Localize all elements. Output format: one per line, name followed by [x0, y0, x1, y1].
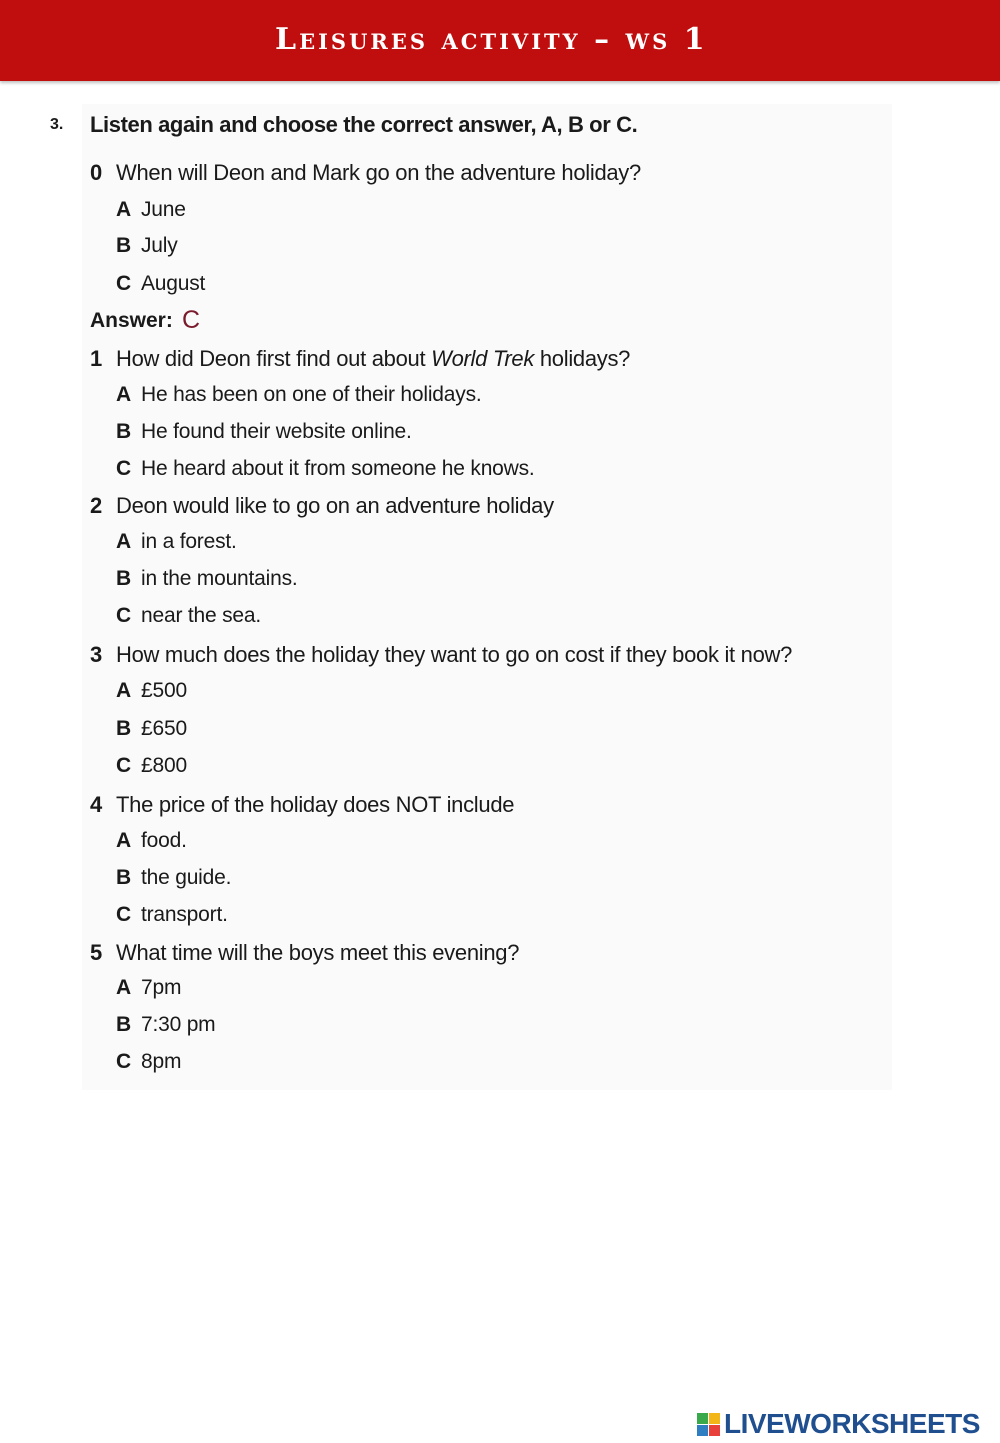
option-text: August	[141, 272, 206, 295]
option-1-a	[116, 383, 482, 407]
option-text: £650	[141, 717, 187, 740]
header-banner	[0, 0, 1000, 81]
option-letter: C	[116, 457, 131, 480]
option-5-c	[116, 1050, 181, 1074]
question-number: 4	[90, 792, 102, 817]
option-0-b	[116, 234, 178, 258]
option-4-b	[116, 866, 231, 890]
option-text: He heard about it from someone he knows.	[141, 457, 535, 480]
option-2-b	[116, 567, 298, 591]
option-letter: B	[116, 420, 131, 443]
option-text: 7:30 pm	[141, 1013, 216, 1036]
page-title: Leisures activity – ws 1	[275, 22, 708, 57]
question-number: 0	[90, 160, 102, 185]
option-2-c	[116, 604, 261, 628]
option-text: June	[141, 198, 186, 221]
question-4	[90, 792, 514, 818]
option-letter: B	[116, 717, 131, 740]
option-text: He has been on one of their holidays.	[141, 383, 482, 406]
option-letter: B	[116, 1013, 131, 1036]
option-5-a	[116, 976, 181, 1000]
brand-name: LIVEWORKSHEETS	[724, 1408, 980, 1439]
option-5-b	[116, 1013, 215, 1037]
option-letter: A	[116, 530, 131, 553]
option-text: 7pm	[141, 976, 182, 999]
option-letter: C	[116, 754, 131, 777]
option-text: transport.	[141, 903, 228, 926]
question-text: How much does the holiday they want to go on cost if they book it now?	[116, 642, 793, 667]
liveworksheets-logo-icon	[697, 1413, 720, 1436]
question-number: 2	[90, 493, 102, 518]
option-letter: A	[116, 679, 131, 702]
task-instruction: Listen again and choose the correct answer, A, B or C.	[90, 112, 638, 137]
option-text: He found their website online.	[141, 420, 412, 443]
option-letter: A	[116, 976, 131, 999]
option-text: July	[141, 234, 178, 257]
question-number: 1	[90, 346, 102, 371]
option-4-c	[116, 903, 228, 927]
option-text: in the mountains.	[141, 567, 298, 590]
question-text: When will Deon and Mark go on the adventure holiday?	[116, 160, 641, 185]
option-0-a	[116, 198, 186, 222]
question-text: Deon would like to go on an adventure holiday	[116, 493, 554, 518]
option-text: near the sea.	[141, 604, 261, 627]
option-3-b	[116, 717, 187, 741]
option-3-a	[116, 679, 187, 703]
question-1	[90, 346, 630, 372]
option-letter: C	[116, 1050, 131, 1073]
option-letter: A	[116, 198, 131, 221]
task-number: 3.	[50, 116, 64, 133]
option-letter: C	[116, 604, 131, 627]
question-text-after: holidays?	[534, 346, 631, 371]
question-text: The price of the holiday does NOT include	[116, 792, 515, 817]
question-text-before: How did Deon first find out about	[116, 346, 432, 371]
option-1-b	[116, 420, 412, 444]
question-5	[90, 940, 519, 966]
option-0-c	[116, 272, 205, 296]
question-number: 5	[90, 940, 102, 965]
question-2	[90, 493, 554, 519]
liveworksheets-logo[interactable]	[697, 1408, 980, 1440]
answer-label: Answer:	[90, 309, 173, 332]
option-letter: C	[116, 272, 131, 295]
question-text-italic: World Trek	[431, 346, 535, 371]
question-text: What time will the boys meet this evening?	[116, 940, 520, 965]
option-text: £500	[141, 679, 187, 702]
option-text: 8pm	[141, 1050, 182, 1073]
option-text: the guide.	[141, 866, 232, 889]
question-3	[90, 642, 792, 668]
question-number: 3	[90, 642, 102, 667]
option-letter: B	[116, 234, 131, 257]
option-4-a	[116, 829, 187, 853]
option-letter: B	[116, 567, 131, 590]
question-0	[90, 160, 641, 186]
option-3-c	[116, 754, 187, 778]
option-letter: A	[116, 383, 131, 406]
option-text: £800	[141, 754, 187, 777]
option-text: in a forest.	[141, 530, 237, 553]
option-1-c	[116, 457, 535, 481]
option-2-a	[116, 530, 237, 554]
option-letter: B	[116, 866, 131, 889]
option-letter: A	[116, 829, 131, 852]
option-text: food.	[141, 829, 187, 852]
answer-value: C	[182, 306, 201, 334]
option-letter: C	[116, 903, 131, 926]
